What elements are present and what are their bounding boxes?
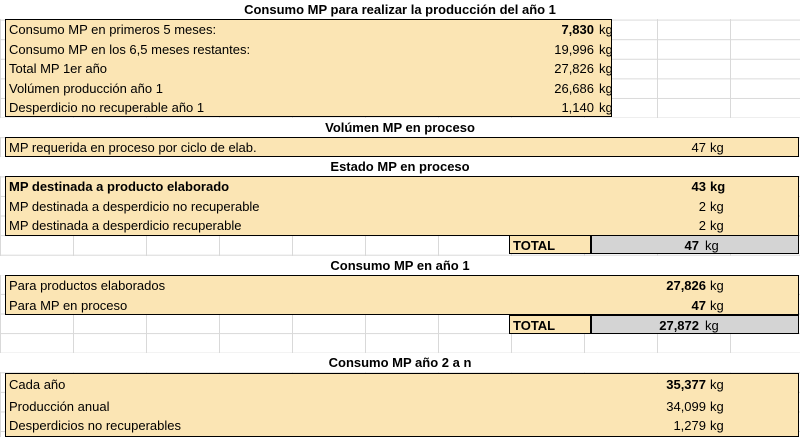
consumo-mp-produccion-block <box>5 19 612 117</box>
volumen-mp-proceso-block <box>5 137 799 157</box>
unit-label: kg <box>710 418 724 433</box>
row-label: Producción anual <box>9 399 110 414</box>
row-value: 2 <box>698 199 706 214</box>
row-label: MP destinada a desperdicio no recuperable <box>9 199 260 214</box>
unit-label: kg <box>710 399 724 414</box>
row-label: Volúmen producción año 1 <box>9 80 163 96</box>
unit-label: kg <box>710 377 724 392</box>
row-value: 27,826 <box>554 61 594 76</box>
row-value: 47 <box>691 140 706 155</box>
consumo-mp-ano-2-n-block <box>5 373 799 437</box>
row-value: 19,996 <box>554 41 594 57</box>
unit-label: kg <box>599 41 613 57</box>
estado-mp-proceso-block <box>5 176 799 236</box>
row-value: 2 <box>698 218 706 233</box>
section-title-consumo-mp-ano-1[interactable]: Consumo MP en año 1 <box>0 256 800 275</box>
row-value: 47 <box>691 298 706 313</box>
row-label: Para productos elaborados <box>9 278 166 293</box>
unit-label: kg <box>710 298 724 313</box>
section-title-consumo-mp-produccion[interactable]: Consumo MP para realizar la producción del año 1 <box>0 0 800 19</box>
total-value: 47 <box>684 238 699 253</box>
row-label: Consumo MP en primeros 5 meses: <box>9 22 217 37</box>
row-value: 1,279 <box>673 418 706 433</box>
section-title-consumo-mp-ano-2-n[interactable]: Consumo MP año 2 a n <box>0 353 800 372</box>
row-label: Total MP 1er año <box>9 61 108 76</box>
unit-label: kg <box>710 179 726 194</box>
consumo-mp-ano-1-block <box>5 275 799 315</box>
total-value: 27,872 <box>659 318 699 333</box>
row-value: 7,830 <box>561 22 594 37</box>
row-value: 43 <box>691 179 706 194</box>
total-label[interactable]: TOTAL <box>509 315 591 334</box>
unit-label: kg <box>710 218 724 233</box>
row-value: 1,140 <box>561 100 594 115</box>
row-value: 34,099 <box>666 399 706 414</box>
row-label: Desperdicios no recuperables <box>9 418 181 433</box>
unit-label: kg <box>599 61 613 76</box>
total-value-cell[interactable] <box>591 235 799 254</box>
unit-label: kg <box>599 100 613 115</box>
unit-label: kg <box>599 80 613 96</box>
row-value: 27,826 <box>666 278 706 293</box>
section-title-estado-mp-proceso[interactable]: Estado MP en proceso <box>0 157 800 176</box>
total-label[interactable]: TOTAL <box>509 235 591 254</box>
unit-label: kg <box>710 140 724 155</box>
row-label: MP destinada a producto elaborado <box>9 179 230 194</box>
unit-label: kg <box>705 318 719 333</box>
row-label: MP destinada a desperdicio recuperable <box>9 218 242 233</box>
row-label: Consumo MP en los 6,5 meses restantes: <box>9 41 251 57</box>
row-label: Cada año <box>9 377 66 392</box>
unit-label: kg <box>705 238 719 253</box>
row-value: 26,686 <box>554 80 594 96</box>
row-value: 35,377 <box>666 377 706 392</box>
section-title-volumen-mp-proceso[interactable]: Volúmen MP en proceso <box>0 118 800 137</box>
row-label: Para MP en proceso <box>9 298 128 313</box>
unit-label: kg <box>599 22 613 37</box>
unit-label: kg <box>710 278 724 293</box>
row-label: MP requerida en proceso por ciclo de elab. <box>9 140 257 155</box>
total-value-cell[interactable] <box>591 315 799 334</box>
unit-label: kg <box>710 199 724 214</box>
row-label: Desperdicio no recuperable año 1 <box>9 100 205 115</box>
